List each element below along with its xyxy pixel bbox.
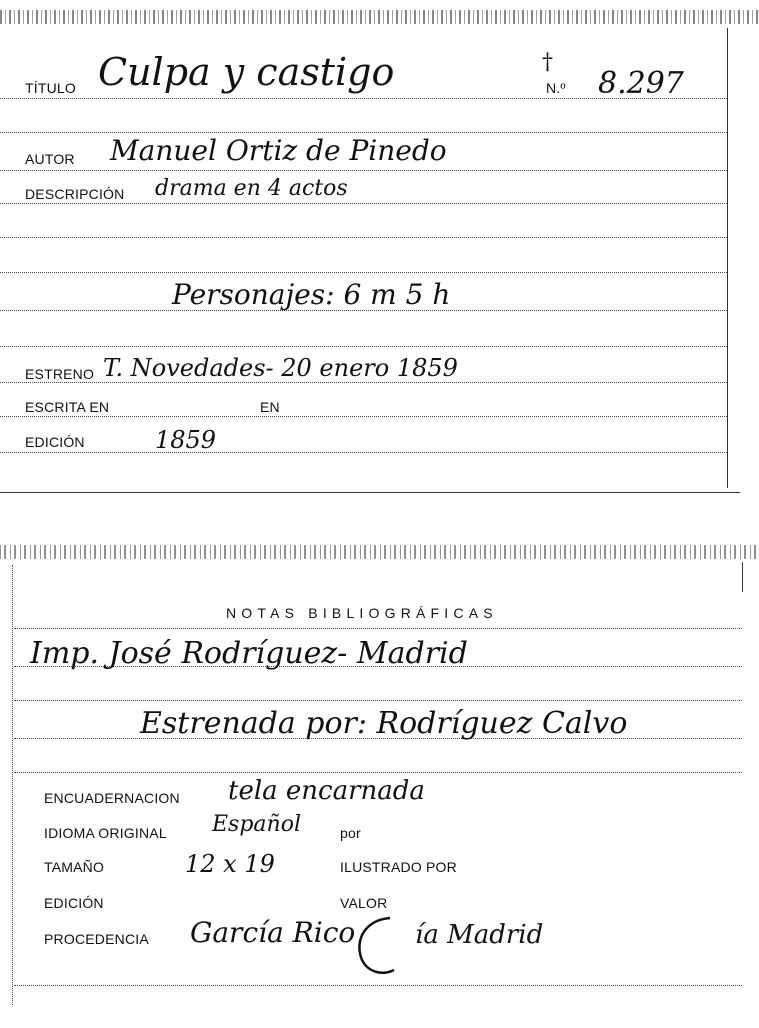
card-right-border <box>742 562 743 592</box>
row-line <box>0 132 727 133</box>
card-right-border <box>727 28 728 488</box>
row-line <box>14 628 742 629</box>
titulo-label: TÍTULO <box>25 80 76 96</box>
idioma-value: Español <box>212 812 301 837</box>
row-line <box>0 452 727 453</box>
autor-value: Manuel Ortiz de Pinedo <box>110 134 447 167</box>
tamano-label: TAMAÑO <box>44 859 105 875</box>
row-line <box>14 985 742 986</box>
scan-edge-top <box>0 10 759 24</box>
estreno-label: ESTRENO <box>25 366 95 382</box>
row-line <box>14 700 742 701</box>
tamano-value: 12 x 19 <box>185 850 275 878</box>
idioma-label: IDIOMA ORIGINAL <box>44 825 167 841</box>
procedencia-value2: ía Madrid <box>415 920 544 950</box>
autor-label: AUTOR <box>25 151 75 167</box>
notas-heading: NOTAS BIBLIOGRÁFICAS <box>226 605 498 621</box>
encuadernacion-label: ENCUADERNACION <box>44 790 180 806</box>
numero-value: 8.297 <box>598 66 684 101</box>
edicion2-label: EDICIÓN <box>44 895 104 911</box>
numero-label: N.º <box>546 80 566 96</box>
valor-label: VALOR <box>340 895 388 911</box>
row-line <box>0 170 727 171</box>
titulo-value: Culpa y castigo <box>98 50 395 94</box>
personajes-value: Personajes: 6 m 5 h <box>172 278 451 311</box>
por-label: por <box>340 825 361 841</box>
row-line <box>0 346 727 347</box>
card-left-border <box>12 565 13 1005</box>
note-estrenada: Estrenada por: Rodríguez Calvo <box>140 706 628 741</box>
escrita-en-label: ESCRITA EN <box>25 399 110 415</box>
procedencia-label: PROCEDENCIA <box>44 931 149 947</box>
row-line <box>0 416 727 417</box>
row-line <box>0 272 727 273</box>
en-label: EN <box>260 399 280 415</box>
procedencia-value: García Rico <box>190 916 356 949</box>
row-line <box>0 203 727 204</box>
numero-mark: † <box>542 50 553 75</box>
ilustrado-label: ILUSTRADO POR <box>340 859 457 875</box>
card-bottom-border <box>0 492 740 493</box>
descripcion-label: DESCRIPCIÓN <box>25 186 125 202</box>
edicion-value: 1859 <box>155 426 217 454</box>
row-line <box>0 237 727 238</box>
note-imprenta: Imp. José Rodríguez- Madrid <box>30 636 468 671</box>
row-line <box>0 382 727 383</box>
scan-edge-top <box>0 545 759 559</box>
row-line <box>14 772 742 773</box>
descripcion-value: drama en 4 actos <box>155 176 348 201</box>
punch-hole-mark <box>350 910 410 980</box>
encuadernacion-value: tela encarnada <box>228 776 425 806</box>
edicion-label: EDICIÓN <box>25 434 85 450</box>
estreno-value: T. Novedades- 20 enero 1859 <box>103 354 458 382</box>
